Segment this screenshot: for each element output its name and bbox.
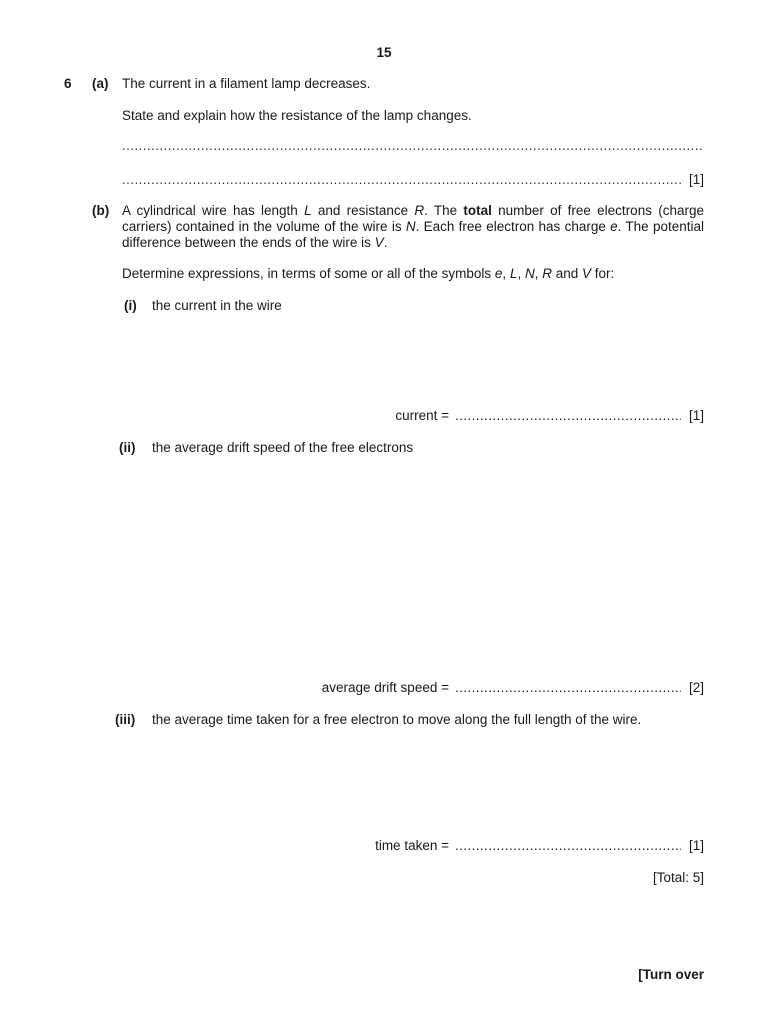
sub-iii-label: (iii)	[115, 712, 136, 727]
answer-label: current =	[395, 408, 449, 423]
mark-allocation: [1]	[688, 838, 704, 853]
determine-instruction: Determine expressions, in terms of some or all of the symbols e, L, N, R and V for:	[122, 266, 615, 281]
part-a-text: The current in a filament lamp decreases.	[122, 76, 371, 91]
emphasis-total: total	[463, 203, 492, 218]
mark-allocation: [1]	[688, 172, 704, 187]
symbol-N: N	[405, 219, 416, 234]
answer-label: average drift speed =	[321, 680, 449, 695]
symbol-V: V	[374, 235, 384, 250]
sub-iii-text: the average time taken for a free electron to move along the full length of the wire.	[152, 712, 642, 727]
dotted-line	[455, 838, 681, 853]
mark-allocation: [2]	[688, 680, 704, 695]
part-b-label: (b)	[92, 203, 110, 218]
total-marks: [Total: 5]	[652, 870, 704, 885]
part-b-intro: A cylindrical wire has length L and resistance R. The total number of free electrons (charge carriers) contained in the volume of the wire is N. Each free electron has charge e. The potential difference between the ends of the wire is V.	[122, 203, 705, 250]
answer-label: time taken =	[375, 838, 449, 853]
dotted-line	[122, 138, 704, 153]
part-a-label: (a)	[92, 76, 109, 91]
question-number: 6	[64, 76, 72, 91]
drift-speed-answer[interactable]	[322, 680, 704, 695]
answer-line-a2[interactable]	[122, 172, 704, 187]
symbol-e: e	[610, 219, 618, 234]
current-answer[interactable]	[395, 408, 704, 423]
sub-ii-label: (ii)	[119, 440, 136, 455]
dotted-line	[122, 172, 681, 187]
sub-i-label: (i)	[124, 298, 137, 313]
symbol-L: L	[304, 203, 312, 218]
sub-ii-text: the average drift speed of the free electrons	[152, 440, 414, 455]
answer-line-a1[interactable]	[122, 138, 704, 153]
dotted-line	[455, 680, 681, 695]
page-number: 15	[376, 45, 392, 60]
part-a-instruction: State and explain how the resistance of the lamp changes.	[122, 108, 472, 123]
symbol-R: R	[414, 203, 425, 218]
time-taken-answer[interactable]	[375, 838, 704, 853]
dotted-line	[455, 408, 681, 423]
sub-i-text: the current in the wire	[152, 298, 282, 313]
mark-allocation: [1]	[688, 408, 704, 423]
turn-over-label: [Turn over	[638, 967, 704, 982]
